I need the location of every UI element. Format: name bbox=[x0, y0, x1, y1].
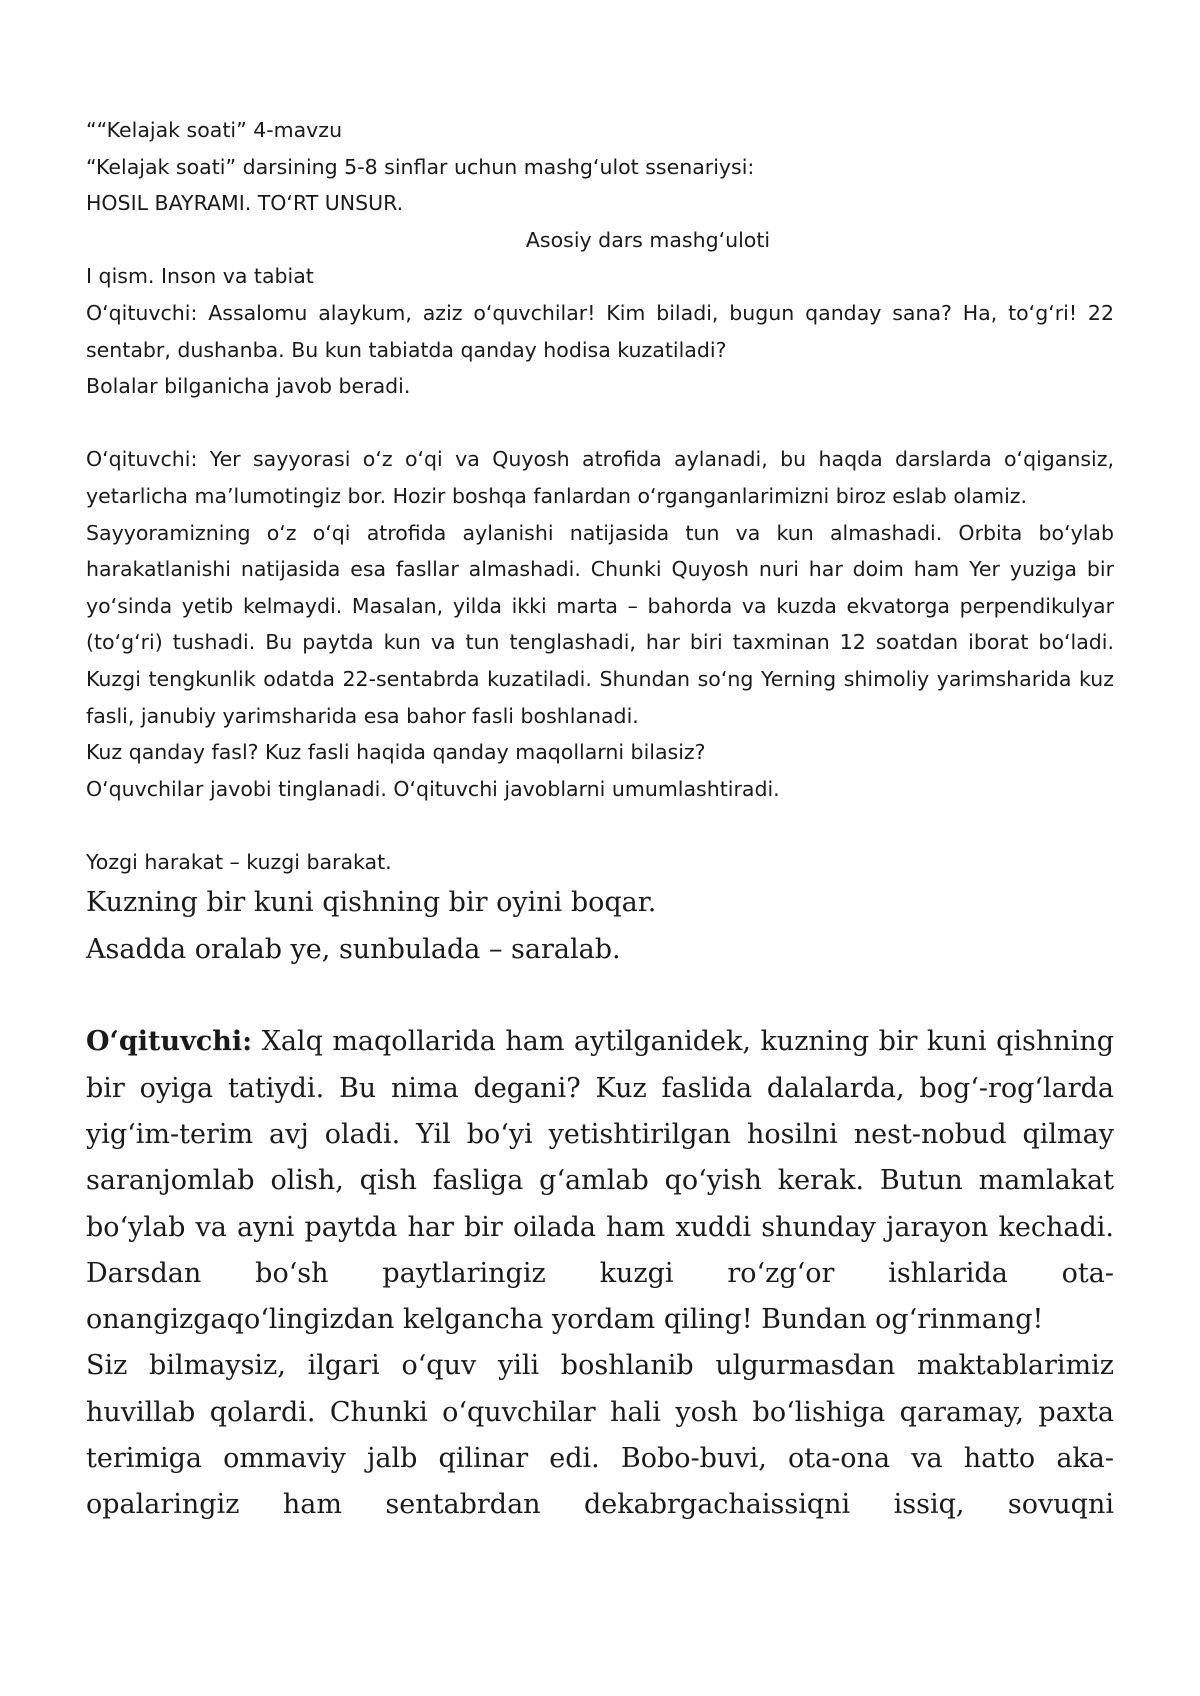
section-two bbox=[86, 880, 1114, 1528]
answers-summary: O‘quvchilar javobi tinglanadi. O‘qituvchi javoblarni umumlashtiradi. bbox=[86, 776, 780, 801]
spacer bbox=[86, 973, 1114, 1019]
topic-line: ““Kelajak soati” 4-mavzu bbox=[86, 118, 343, 142]
centered-title: Asosiy dars mashg‘uloti bbox=[525, 227, 771, 252]
proverb-1: Yozgi harakat – kuzgi barakat. bbox=[86, 849, 392, 874]
lesson-title: HOSIL BAYRAMI. TO‘RT UNSUR. bbox=[86, 191, 404, 216]
pupils-answer: Bolalar bilganicha javob beradi. bbox=[86, 374, 411, 399]
section-heading: I qism. Inson va tabiat bbox=[86, 264, 314, 289]
section-one bbox=[86, 258, 1114, 880]
proverb-2: Kuzning bir kuni qishning bir oyini boqar. bbox=[86, 887, 657, 919]
earth-seasons-paragraph: Sayyoramizning o‘z o‘qi atrofida aylanishi natijasida tun va kun almashadi. Orbita bo‘ylab harakatlanishi natijasida esa fasllar almashadi. Chunki Quyosh nuri har doim ham Yer yuziga bir yo‘sinda yetib kelmaydi. Masalan, yilda ikki marta – bahorda va kuzda ekvatorga perpendikulyar (to‘g‘ri) tushadi. Bu paytda kun va tun tenglashadi, har biri taxminan 12 soatdan iborat bo‘ladi. Kuzgi tengkunlik odatda 22-sentabrda kuzatiladi. Shundan so‘ng Yerning shimoliy yarimsharida kuz fasli, janubiy yarimsharida esa bahor fasli boshlanadi. bbox=[86, 520, 1114, 728]
scenario-line: “Kelajak soati” darsining 5-8 sinflar uchun mashg‘ulot ssenariysi: bbox=[86, 154, 755, 179]
teacher-intro: O‘qituvchi: Assalomu alaykum, aziz o‘quvchilar! Kim biladi, bugun qanday sana? Ha, to‘g‘ri! 22 sentabr, dushanba. Bu kun tabiatda qanday hodisa kuzatiladi? bbox=[86, 300, 1114, 362]
teacher-paragraph: O‘qituvchi: Yer sayyorasi o‘z o‘qi va Quyosh atrofida aylanadi, bu haqda darslarda o‘qigansiz, yetarlicha ma’lumotingiz bor. Hozir boshqa fanlardan o‘rganganlarimizni biroz eslab olamiz. bbox=[86, 447, 1114, 508]
teacher-explanation-text: Xalq maqollarida ham aytilganidek, kuzning bir kuni qishning bir oyiga tatiydi. Bu nima degani? Kuz faslida dalalarda, bog‘-rog‘larda yig‘im-terim avj oladi. Yil bo‘yi yetishtirilgan hosilni nest-nobud qilmay saranjomlab olish, qish fasliga g‘amlab qo‘yish kerak. Butun mamlakat bo‘ylab va ayni paytda har bir oilada ham xuddi shunday jarayon kechadi. Darsdan bo‘sh paytlaringiz kuzgi ro‘zg‘or ishlarida ota-onangizgaqo‘lingizdan kelgancha yordam qiling! Bundan og‘rinmang! bbox=[86, 1026, 1114, 1336]
speaker-label: O‘qituvchi: bbox=[86, 1026, 253, 1058]
header-block bbox=[86, 112, 1114, 258]
spacer bbox=[86, 405, 1114, 442]
spacer bbox=[86, 807, 1114, 844]
history-paragraph: Siz bilmaysiz, ilgari o‘quv yili boshlanib ulgurmasdan maktablarimiz huvillab qolardi. Chunki o‘quvchilar hali yosh bo‘lishiga qaramay, paxta terimiga ommaviy jalb qilinar edi. Bobo-buvi, ota-ona va hatto aka-opalaringiz ham sentabrdan dekabrgachaissiqni issiq, sovuqni bbox=[86, 1350, 1114, 1521]
teacher-explanation bbox=[86, 1019, 1114, 1343]
autumn-question: Kuz qanday fasl? Kuz fasli haqida qanday maqollarni bilasiz? bbox=[86, 740, 706, 765]
proverb-3: Asadda oralab ye, sunbulada – saralab. bbox=[86, 933, 621, 965]
